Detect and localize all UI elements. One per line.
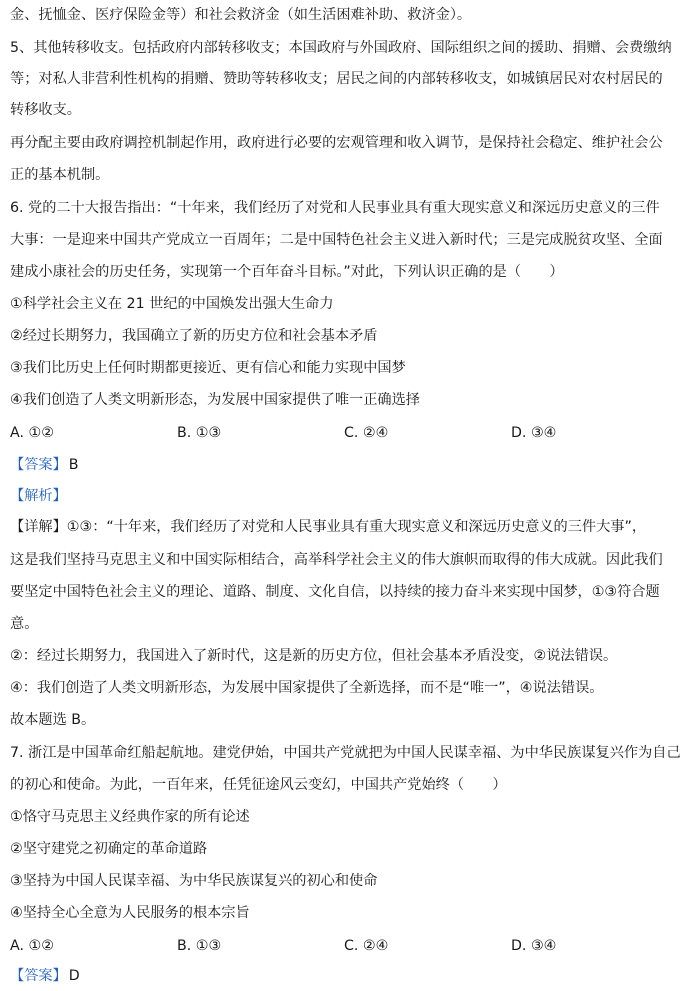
intro-line-6: 正的基本机制。 (10, 167, 110, 183)
q6-item-2: ②经过长期努力，我国确立了新的历史方位和社会基本矛盾 (10, 328, 378, 344)
q6-option-a: A. ①② (10, 425, 54, 441)
q6-analysis-tag: 【解析】 (10, 488, 67, 504)
q6-item-3: ③我们比历史上任何时期都更接近、更有信心和能力实现中国梦 (10, 360, 406, 376)
q7-answer-value: D (68, 968, 80, 984)
q7-option-b: B. ①③ (177, 938, 222, 954)
q6-item-4: ④我们创造了人类文明新形态，为发展中国家提供了唯一正确选择 (10, 392, 420, 408)
q7-stem-line-2: 的初心和使命。为此，一百年来，任凭征途风云变幻，中国共产党始终（ ） (10, 777, 507, 793)
q7-option-a: A. ①② (10, 938, 54, 954)
q6-answer-tag: 【答案】 (10, 457, 67, 473)
q7-option-c: C. ②④ (344, 938, 389, 954)
intro-line-2: 5、其他转移收支。包括政府内部转移收支；本国政府与外国政府、国际组织之间的援助、捐赠、会费缴纳 (10, 40, 672, 56)
q7-answer-line (10, 966, 686, 986)
q6-stem-line-1: 6. 党的二十大报告指出：“十年来，我们经历了对党和人民事业具有重大现实意义和深远历史意义的三件 (10, 200, 660, 216)
q6-item-1: ①科学社会主义在 21 世纪的中国焕发出强大生命力 (10, 296, 334, 312)
q6-option-c: C. ②④ (344, 425, 389, 441)
intro-line-5: 再分配主要由政府调控机制起作用，政府进行必要的宏观管理和收入调节，是保持社会稳定、维护社会公 (10, 135, 663, 151)
intro-line-4: 转移收支。 (10, 102, 81, 118)
q6-detail-line-5: ②：经过长期努力，我国进入了新时代，这是新的历史方位，但社会基本矛盾没变，②说法错误。 (10, 648, 618, 664)
q7-option-d: D. ③④ (511, 938, 557, 954)
intro-line-1: 金、抚恤金、医疗保险金等）和社会救济金（如生活困难补助、救济金）。 (10, 7, 472, 23)
q6-detail-line-3: 要坚定中国特色社会主义的理论、道路、制度、文化自信，以持续的接力奋斗来实现中国梦，①③符合题 (10, 584, 660, 600)
q7-item-4: ④坚持全心全意为人民服务的根本宗旨 (10, 905, 250, 921)
q6-option-b: B. ①③ (177, 425, 222, 441)
q7-item-2: ②坚守建党之初确定的革命道路 (10, 841, 208, 857)
q6-stem-line-2: 大事：一是迎来中国共产党成立一百周年；二是中国特色社会主义进入新时代；三是完成脱贫攻坚、全面 (10, 232, 663, 248)
q6-detail-line-2: 这是我们坚持马克思主义和中国实际相结合，高举科学社会主义的伟大旗帜而取得的伟大成就。因此我们 (10, 552, 663, 568)
q7-answer-tag: 【答案】 (10, 968, 67, 984)
q6-detail-line-6: ④：我们创造了人类文明新形态，为发展中国家提供了全新选择，而不是“唯一”，④说法错误。 (10, 680, 604, 696)
q6-stem-line-3: 建成小康社会的历史任务，实现第一个百年奋斗目标。”对此，下列认识正确的是（ ） (10, 264, 564, 280)
q6-detail-text-1: ①③：“十年来，我们经历了对党和人民事业具有重大现实意义和深远历史意义的三件大事”， (66, 519, 647, 535)
q6-detail-tag: 【详解】 (10, 519, 67, 535)
q7-stem-line-1: 7. 浙江是中国革命红船起航地。建党伊始，中国共产党就把为中国人民谋幸福、为中华民族谋复兴作为自己 (10, 745, 681, 761)
q6-conclusion: 故本题选 B。 (10, 712, 96, 728)
q6-detail-line-4: 意。 (10, 616, 39, 632)
q7-item-3: ③坚持为中国人民谋幸福、为中华民族谋复兴的初心和使命 (10, 873, 378, 889)
q7-item-1: ①恪守马克思主义经典作家的所有论述 (10, 809, 250, 825)
q6-option-d: D. ③④ (511, 425, 557, 441)
intro-line-3: 等；对私人非营利性机构的捐赠、赞助等转移收支；居民之间的内部转移收支，如城镇居民对农村居民的 (10, 71, 663, 87)
q6-detail-line-1 (10, 517, 686, 537)
q6-analysis-line (10, 486, 686, 506)
q6-answer-value: B (68, 457, 79, 473)
q6-answer-line (10, 455, 686, 475)
